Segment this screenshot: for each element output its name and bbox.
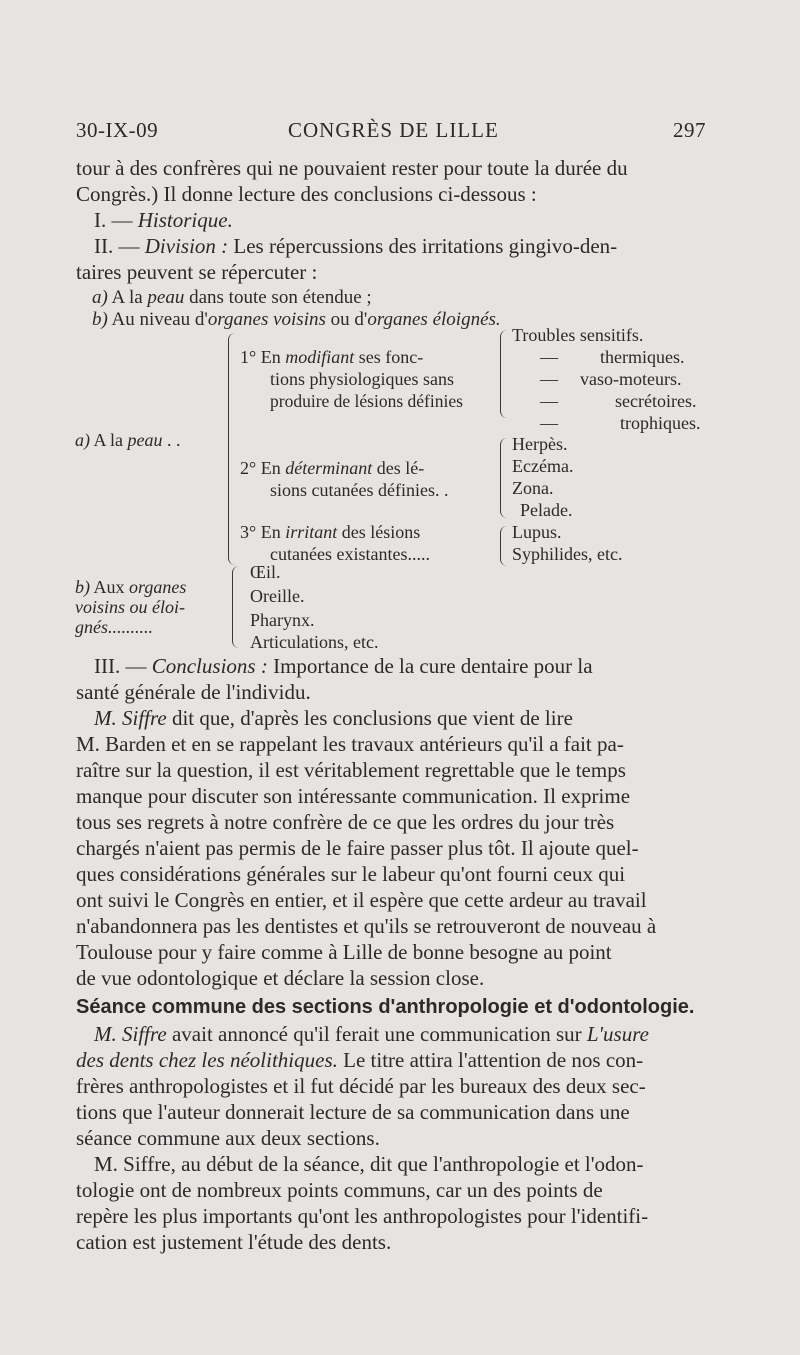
usure-line-4: tions que l'auteur donnerait lecture de sa communication dans une xyxy=(76,1100,630,1124)
g3-right-2: Syphilides, etc. xyxy=(512,544,623,564)
section-heading: Séance commune des sections d'anthropologie et d'odontologie. xyxy=(76,996,695,1018)
g3-post: des lésions xyxy=(341,522,421,542)
usure-italic-2: des dents chez les néolithiques. xyxy=(76,1048,338,1072)
item-a-label: a) xyxy=(92,287,108,308)
table-a-dots: . . xyxy=(167,430,181,450)
brace-b xyxy=(232,566,239,648)
b-right-2: Oreille. xyxy=(250,586,305,606)
section-3-line-1 xyxy=(76,653,706,679)
g2-italic: déterminant xyxy=(285,458,373,478)
usure-line-5: séance commune aux deux sections. xyxy=(76,1126,380,1150)
usure-line-2 xyxy=(76,1047,706,1073)
g1-right-3: vaso-moteurs. xyxy=(580,369,682,389)
table-b-italic-3: gnés.......... xyxy=(75,617,153,637)
intro-line-2: Congrès.) Il donne lecture des conclusions ci-dessous : xyxy=(76,182,537,206)
b-right-3: Pharynx. xyxy=(250,610,315,630)
section-3-text-a: Importance de la cure dentaire pour la xyxy=(273,654,593,678)
item-a-post: dans toute son étendue ; xyxy=(189,287,372,308)
g2-pre: En xyxy=(260,458,281,478)
g2-num: 2° xyxy=(240,458,257,478)
g3-line-2: cutanées existantes..... xyxy=(270,544,430,564)
usure-text-2: Le titre attira l'attention de nos con- xyxy=(343,1048,644,1072)
header-date: 30-IX-09 xyxy=(76,118,159,142)
item-a-pre: A la xyxy=(111,287,143,308)
section-2-line-2: taires peuvent se répercuter : xyxy=(76,260,318,284)
g2-right-3: Zona. xyxy=(512,478,554,498)
item-b-label: b) xyxy=(92,309,108,330)
table-a-italic: peau xyxy=(127,430,163,450)
item-a-italic: peau xyxy=(147,287,185,308)
siffre-line-8: ont suivi le Congrès en entier, et il espère que cette ardeur au travail xyxy=(76,888,647,912)
siffre-line-3: raître sur la question, il est véritablement regrettable que le temps xyxy=(76,758,626,782)
table-b-italic-2: voisins ou éloi- xyxy=(75,597,185,617)
b-right-1: Œil. xyxy=(250,562,281,582)
brace-g2 xyxy=(500,438,507,518)
usure-text-1: avait annoncé qu'il ferait une communication sur xyxy=(171,1022,582,1046)
final-line-1: M. Siffre, au début de la séance, dit que l'anthropologie et l'odon- xyxy=(94,1152,644,1176)
intro-line-1: tour à des confrères qui ne pouvaient rester pour toute la durée du xyxy=(76,156,628,180)
section-3-number: III. — xyxy=(94,654,147,678)
g1-right-3-dash: — xyxy=(540,369,558,389)
g2-line-1 xyxy=(240,458,424,479)
g1-right-1: Troubles sensitifs. xyxy=(512,325,644,345)
g1-post: ses fonc- xyxy=(358,347,424,367)
g3-num: 3° xyxy=(240,522,257,542)
g2-post: des lé- xyxy=(376,458,425,478)
g1-italic: modifiant xyxy=(285,347,355,367)
siffre-line-4: manque pour discuter son intéressante communication. Il exprime xyxy=(76,784,631,808)
brace-g1 xyxy=(500,330,507,418)
g3-right-1: Lupus. xyxy=(512,522,562,542)
usure-line-1 xyxy=(76,1021,706,1047)
g1-line-2: tions physiologiques sans xyxy=(270,369,455,389)
section-1-number: I. — xyxy=(94,208,133,232)
siffre-name: M. Siffre xyxy=(94,706,167,730)
g2-right-4: Pelade. xyxy=(520,500,573,520)
table-b-pre: Aux xyxy=(93,577,125,597)
g1-right-2: thermiques. xyxy=(600,347,685,367)
g2-right-2: Eczéma. xyxy=(512,456,574,476)
g1-line-3: produire de lésions définies xyxy=(270,391,463,411)
section-2-number: II. — xyxy=(94,234,140,258)
g1-num: 1° xyxy=(240,347,257,367)
siffre-line-11: de vue odontologique et déclare la session close. xyxy=(76,966,485,990)
siffre-line-9: n'abandonnera pas les dentistes et qu'ils se retrouveront de nouveau à xyxy=(76,914,657,938)
g1-right-5-dash: — xyxy=(540,413,558,433)
table-b-letter: b) xyxy=(75,577,90,597)
section-2-title: Division : xyxy=(144,234,229,258)
siffre-text-0: dit que, d'après les conclusions que vient de lire xyxy=(171,706,573,730)
g3-line-1 xyxy=(240,522,420,543)
final-line-2: tologie ont de nombreux points communs, car un des points de xyxy=(76,1178,603,1202)
g1-pre: En xyxy=(260,347,281,367)
g3-pre: En xyxy=(260,522,281,542)
table-a-label xyxy=(75,430,181,451)
item-b-pre: Au niveau d' xyxy=(111,309,208,330)
siffre-line-5: tous ses regrets à notre confrère de ce que les ordres du jour très xyxy=(76,810,615,834)
section-3-line-2: santé générale de l'individu. xyxy=(76,680,311,704)
item-b-italic-1: organes voisins xyxy=(207,309,326,330)
table-a-pre: A la xyxy=(93,430,124,450)
siffre-line-7: ques considérations générales sur le labeur qu'ont fourni ceux qui xyxy=(76,862,626,886)
g1-right-5: trophiques. xyxy=(620,413,701,433)
header-title: CONGRÈS DE LILLE xyxy=(288,118,499,142)
siffre-line-1 xyxy=(76,705,706,731)
page-number: 297 xyxy=(673,118,706,142)
siffre-line-10: Toulouse pour y faire comme à Lille de bonne besogne au point xyxy=(76,940,612,964)
section-2-text-a: Les répercussions des irritations gingivo-den- xyxy=(233,234,618,258)
g2-right-1: Herpès. xyxy=(512,434,568,454)
item-b-mid: ou d' xyxy=(330,309,368,330)
final-line-4: cation est justement l'étude des dents. xyxy=(76,1230,392,1254)
g3-italic: irritant xyxy=(285,522,338,542)
section-1-title: Historique. xyxy=(137,208,233,232)
brace-a-outer xyxy=(228,333,235,565)
g1-right-4: secrétoires. xyxy=(615,391,697,411)
usure-italic-1: L'usure xyxy=(586,1022,649,1046)
brace-g3 xyxy=(500,526,507,566)
item-b-italic-2: organes éloignés. xyxy=(367,309,501,330)
siffre-line-2: M. Barden et en se rappelant les travaux antérieurs qu'il a fait pa- xyxy=(76,732,624,756)
usure-line-3: frères anthropologistes et il fut décidé par les bureaux des deux sec- xyxy=(76,1074,646,1098)
final-line-3: repère les plus importants qu'ont les anthropologistes pour l'identifi- xyxy=(76,1204,649,1228)
table-b-label xyxy=(75,577,186,637)
g1-line-1 xyxy=(240,347,423,368)
g2-line-2: sions cutanées définies. . xyxy=(270,480,449,500)
section-3-title: Conclusions : xyxy=(151,654,268,678)
siffre-line-6: chargés n'aient pas permis de le faire passer plus tôt. Il ajoute quel- xyxy=(76,836,639,860)
table-b-italic-1: organes xyxy=(129,577,187,597)
table-a-letter: a) xyxy=(75,430,90,450)
g1-right-4-dash: — xyxy=(540,391,558,411)
b-right-4: Articulations, etc. xyxy=(250,632,379,652)
g1-right-2-dash: — xyxy=(540,347,558,367)
usure-name: M. Siffre xyxy=(94,1022,167,1046)
